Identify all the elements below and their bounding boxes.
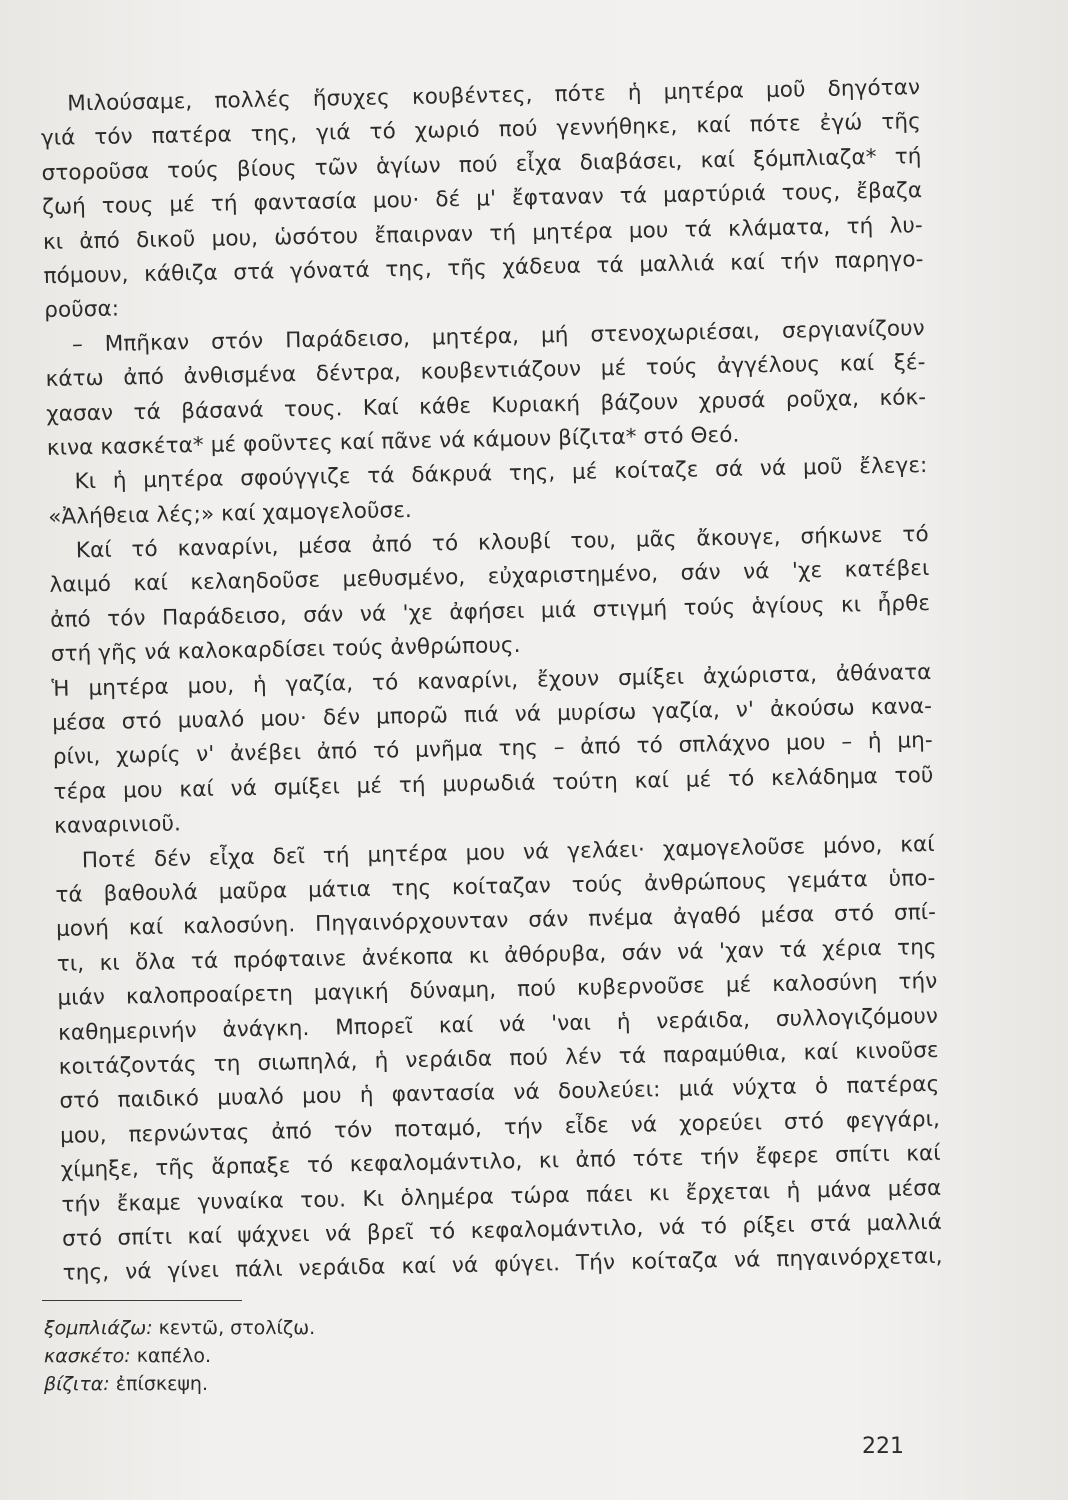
footnote-definition: ἐπίσκεψη. bbox=[115, 1373, 208, 1395]
text-line: γιά τόν πατέρα της, γιά τό χωριό πού γεννήθηκε, καί πότε ἐγώ τῆς bbox=[40, 109, 922, 152]
text-line: κοιτάζοντάς τη σιωπηλά, ἡ νεράιδα πού λέν τά παραμύθια, καί κινοῦσε bbox=[58, 1037, 939, 1080]
text-line: Ποτέ δέν εἶχα δεῖ τή μητέρα μου νά γελάει· χαμογελοῦσε μόνο, καί bbox=[81, 831, 935, 873]
text-line: Μιλούσαμε, πολλές ἥσυχες κουβέντες, πότε ἡ μητέρα μοῦ δηγόταν bbox=[67, 75, 921, 117]
text-line: τέρα μου καί νά σμίξει μέ τή μυρωδιά τούτη καί μέ τό κελάδημα τοῦ bbox=[53, 762, 934, 805]
text-line: μέσα στό μυαλό μου· δέν μπορῶ πιά νά μυρίσω γαζία, ν' ἀκούσω κανα- bbox=[51, 694, 933, 736]
text-line: Ἡ μητέρα μου, ἡ γαζία, τό καναρίνι, ἔχουν σμίξει ἀχώριστα, ἀθάνατα bbox=[51, 659, 932, 702]
page-number: 221 bbox=[862, 1434, 904, 1459]
text-line: καθημερινήν ἀνάγκη. Μπορεῖ καί νά 'ναι ἡ νεράιδα, συλλογιζόμουν bbox=[57, 1003, 939, 1046]
footnote-term: βίζιτα: bbox=[44, 1373, 110, 1395]
text-line: μου, περνώντας ἀπό τόν ποταμό, τήν εἶδε νά χορεύει στό φεγγάρι, bbox=[59, 1106, 941, 1149]
text-line: στοροῦσα τούς βίους τῶν ἁγίων πού εἶχα διαβάσει, καί ξόμπλιαζα* τή bbox=[41, 143, 922, 186]
text-line: κινα κασκέτα* μέ φοῦντες καί πᾶνε νά κάμουν βίζιτα* στό Θεό. bbox=[46, 422, 740, 461]
footnote-divider bbox=[42, 1300, 242, 1301]
text-line: μονή καί καλοσύνη. Πηγαινόρχουνταν σάν πνέμα ἀγαθό μέσα στό σπί- bbox=[55, 900, 937, 943]
text-line: στό παιδικό μυαλό μου ἡ φαντασία νά δουλεύει: μιά νύχτα ὁ πατέρας bbox=[59, 1072, 940, 1115]
text-line: Κι ἡ μητέρα σφούγγιζε τά δάκρυά της, μέ κοίταζε σά νά μοῦ ἔλεγε: bbox=[74, 453, 928, 495]
text-line: κι ἀπό δικοῦ μου, ὡσότου ἔπαιρναν τή μητέρα μου τά κλάματα, τή λυ- bbox=[42, 212, 924, 255]
body-text bbox=[40, 71, 943, 1291]
footnote-definition: κεντῶ, στολίζω. bbox=[158, 1317, 316, 1339]
text-line: τι, κι ὅλα τά πρόφταινε ἀνέκοπα κι ἀθόρυβα, σάν νά 'χαν τά χέρια της bbox=[56, 934, 937, 977]
footnote bbox=[44, 1370, 315, 1398]
text-line: μιάν καλοπροαίρετη μαγική δύναμη, πού κυβερνοῦσε μέ καλοσύνη τήν bbox=[57, 969, 938, 1011]
text-line: στή γῆς νά καλοκαρδίσει τούς ἀνθρώπους. bbox=[50, 633, 521, 668]
text-line: Καί τό καναρίνι, μέσα ἀπό τό κλουβί του, μᾶς ἄκουγε, σήκωνε τό bbox=[75, 522, 929, 564]
text-line: ρίνι, χωρίς ν' ἀνέβει ἀπό τό μνῆμα της – ἀπό τό σπλάχνο μου – ἡ μη- bbox=[52, 728, 933, 771]
text-line: ροῦσα: bbox=[44, 296, 120, 324]
text-line: «Ἀλήθεια λές;» καί χαμογελοῦσε. bbox=[47, 497, 413, 530]
text-line: ἀπό τόν Παράδεισο, σάν νά 'χε ἀφήσει μιά στιγμή τούς ἁγίους κι ἦρθε bbox=[49, 590, 931, 633]
text-line: λαιμό καί κελαηδοῦσε μεθυσμένο, εὐχαριστημένο, σάν νά 'χε κατέβει bbox=[49, 556, 930, 599]
text-line: – Μπῆκαν στόν Παράδεισο, μητέρα, μή στενοχωριέσαι, σεργιανίζουν bbox=[71, 315, 926, 358]
text-line: ζωή τους μέ τή φαντασία μου· δέ μ' ἔφταναν τά μαρτύριά τους, ἔβαζα bbox=[42, 178, 923, 221]
footnote bbox=[44, 1342, 315, 1370]
text-line: στό σπίτι καί ψάχνει νά βρεῖ τό κεφαλομάντιλο, νά τό ρίξει στά μαλλιά bbox=[61, 1209, 943, 1252]
text-line: κάτω ἀπό ἀνθισμένα δέντρα, κουβεντιάζουν μέ τούς ἀγγέλους καί ξέ- bbox=[45, 350, 926, 393]
text-line: καναρινιοῦ. bbox=[53, 811, 182, 840]
text-line: της, νά γίνει πάλι νεράιδα καί νά φύγει. Τήν κοίταζα νά πηγαινόρχεται, bbox=[62, 1244, 943, 1287]
footnote-term: κασκέτο: bbox=[44, 1345, 131, 1367]
text-line: τήν ἔκαμε γυναίκα του. Κι ὁλημέρα τώρα πάει κι ἔρχεται ἡ μάνα μέσα bbox=[61, 1175, 942, 1218]
footnote bbox=[44, 1314, 315, 1342]
text-line: πόμουν, κάθιζα στά γόνατά της, τῆς χάδευα τά μαλλιά καί τήν παρηγο- bbox=[43, 247, 924, 289]
text-line: χίμηξε, τῆς ἅρπαξε τό κεφαλομάντιλο, κι ἀπό τότε τήν ἔφερε σπίτι καί bbox=[60, 1141, 941, 1183]
footnote-definition: καπέλο. bbox=[136, 1345, 212, 1367]
footnote-term: ξομπλιάζω: bbox=[44, 1317, 153, 1339]
text-line: τά βαθουλά μαῦρα μάτια της κοίταζαν τούς ἀνθρώπους γεμάτα ὑπο- bbox=[55, 865, 936, 908]
footnotes bbox=[44, 1314, 315, 1398]
text-line: χασαν τά βάσανά τους. Καί κάθε Κυριακή βάζουν χρυσά ροῦχα, κόκ- bbox=[46, 384, 927, 427]
